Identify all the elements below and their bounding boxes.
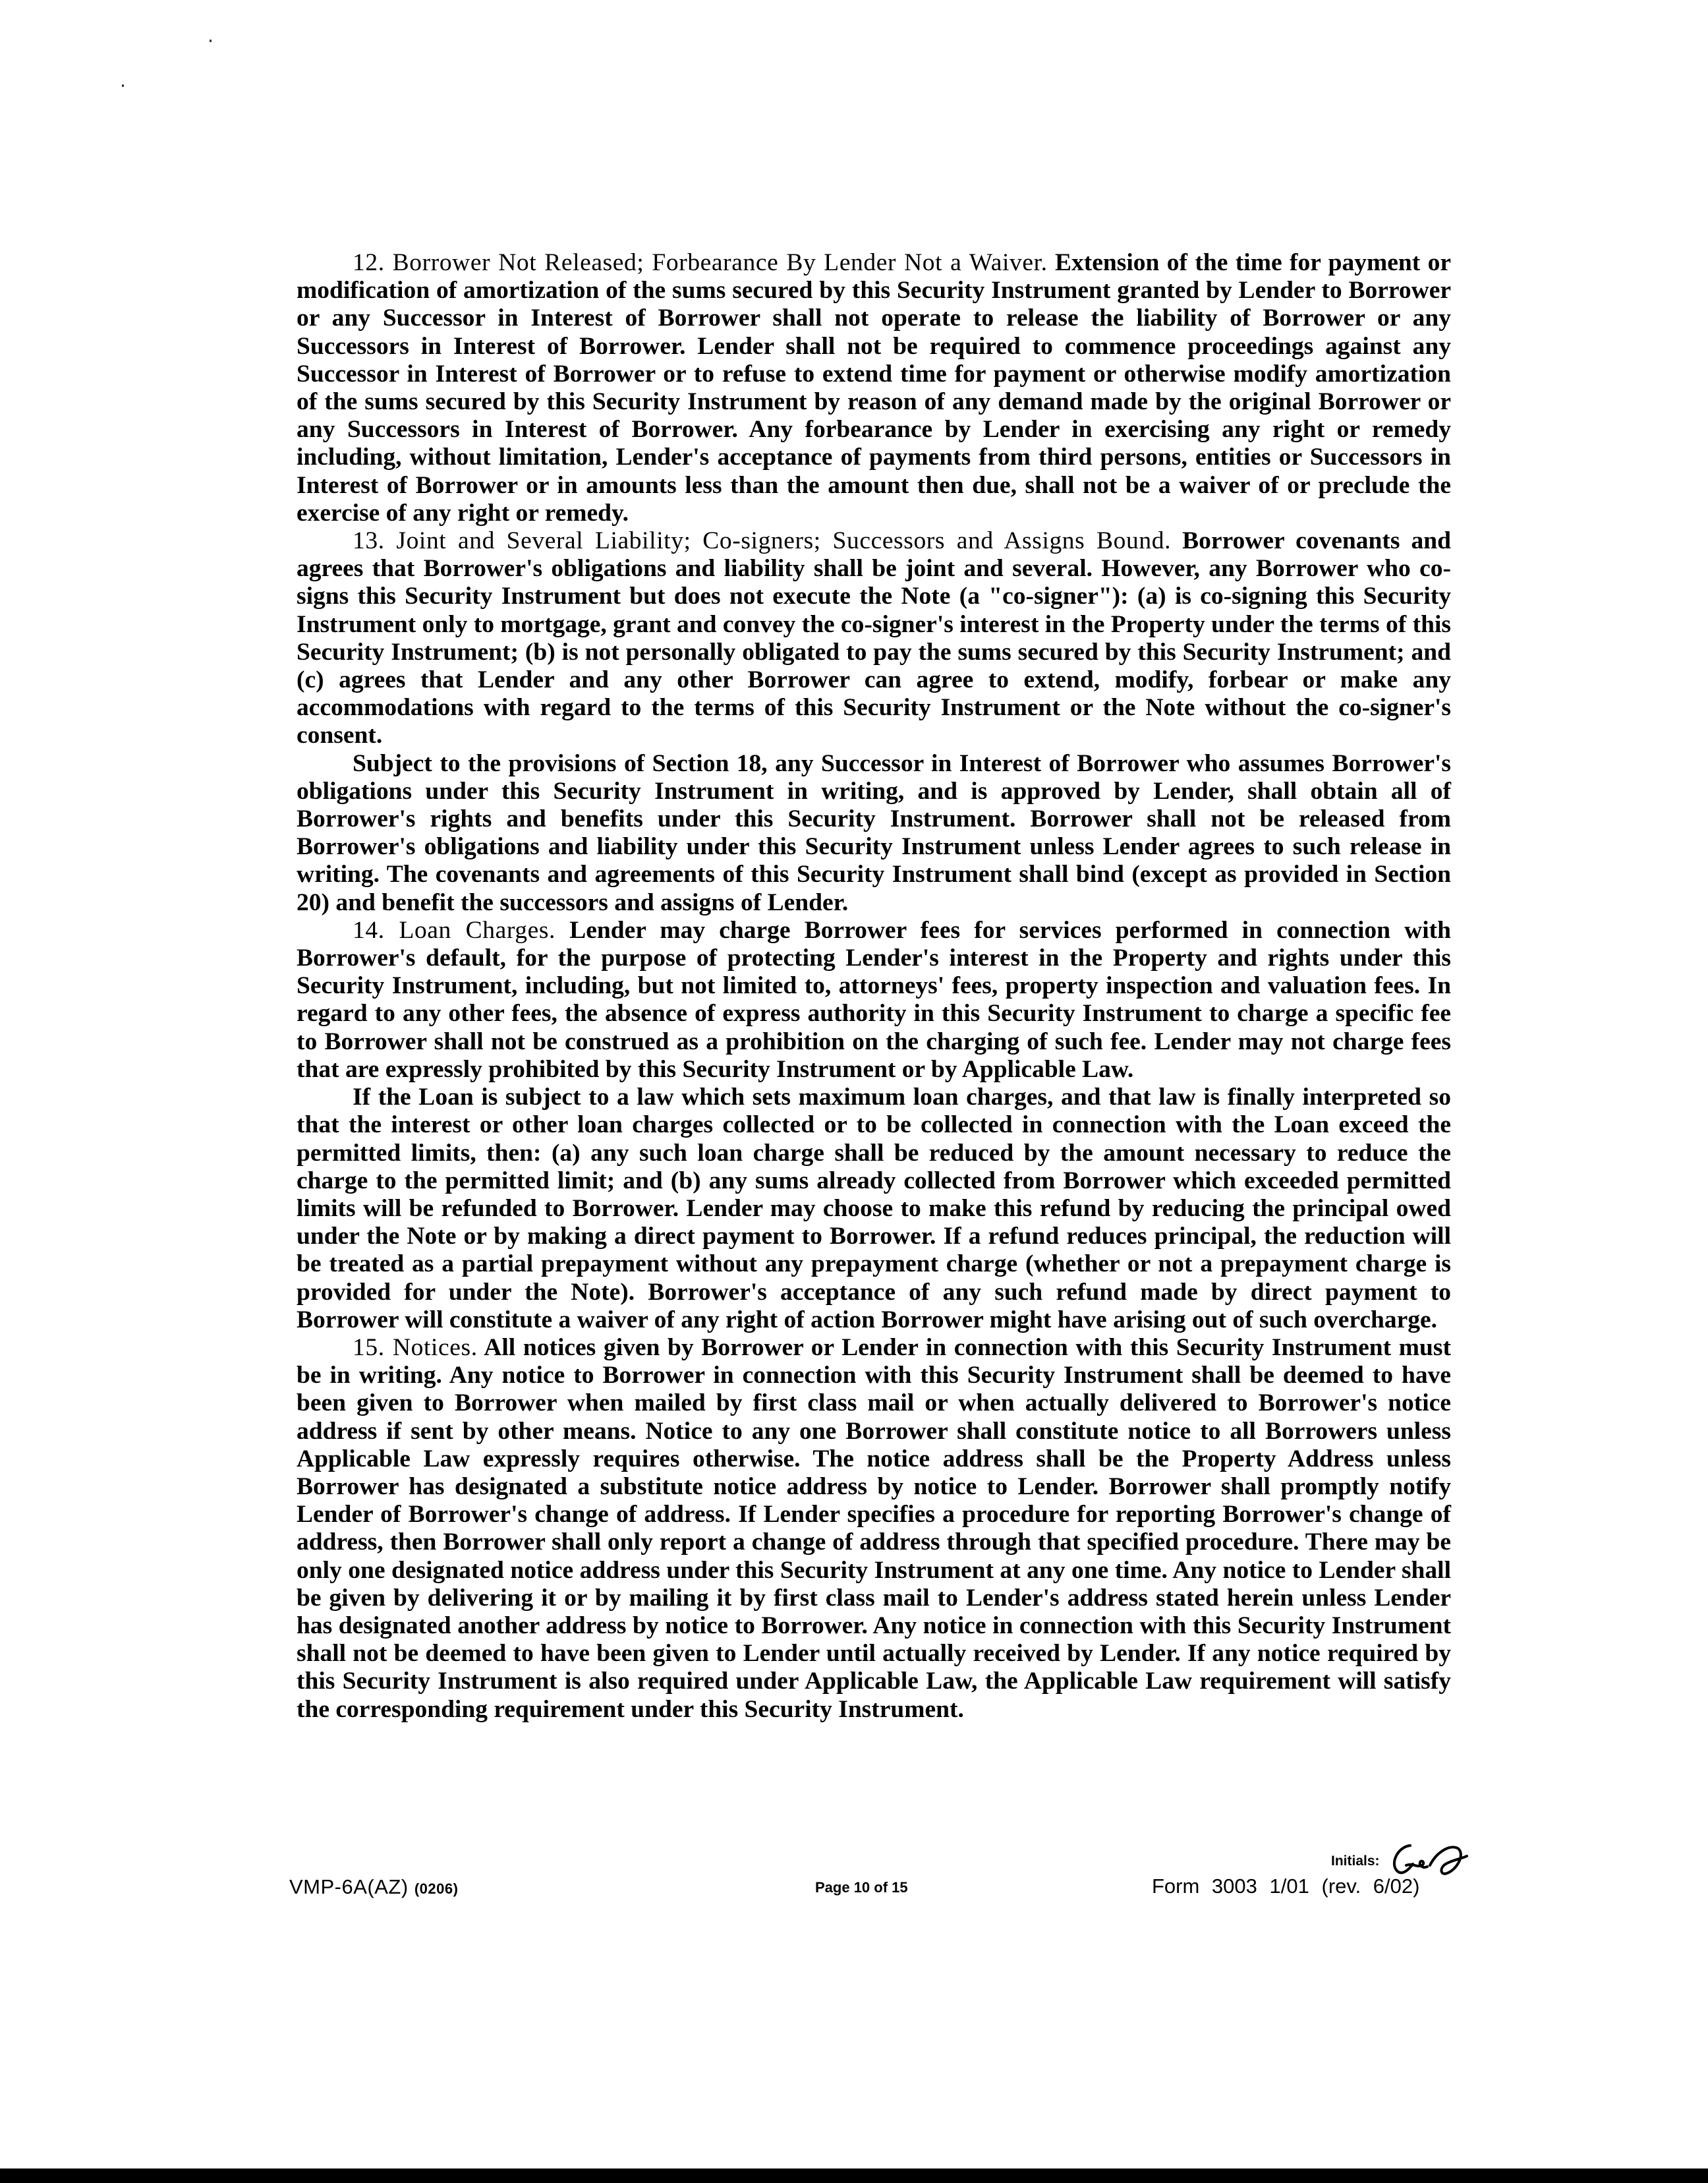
section-15-heading: 15. Notices.: [353, 1333, 478, 1361]
section-13-body: Borrower covenants and agrees that Borrower's obligations and liability shall be joint and several. However, any Borrower who co-signs this Security Instrument but does not execute the Note (a "co-signer"): (a) is co-signing this Security Instrument only to mortgage, grant and convey the co-signer's interest in the Property under the terms of this Security Instrument; (b) is not personally obligated to pay the sums secured by this Security Instrument; and (c) agrees that Lender and any other Borrower can agree to extend, modify, forbear or make any accommodations with regard to the terms of this Security Instrument or the Note without the co-signer's consent.: [297, 527, 1451, 749]
section-13-continuation: Subject to the provisions of Section 18, any Successor in Interest of Borrower who assumes Borrower's obligations under this Security Instrument in writing, and is approved by Lender, shall obtain all of Borrower's rights and benefits under this Security Instrument. Borrower shall not be released from Borrower's obligations and liability under this Security Instrument unless Lender agrees to such release in writing. The covenants and agreements of this Security Instrument shall bind (except as provided in Section 20) and benefit the successors and assigns of Lender.: [297, 749, 1451, 916]
section-14: [297, 917, 1451, 1084]
form-date: 1/01: [1269, 1875, 1309, 1898]
document-body: [297, 249, 1451, 1724]
section-12: [297, 249, 1451, 527]
section-15-body: All notices given by Borrower or Lender in connection with this Security Instrument must be in writing. Any notice to Borrower in connection with this Security Instrument shall be deemed to have been given to Borrower when mailed by first class mail or when actually delivered to Borrower's notice address if sent by other means. Notice to any one Borrower shall constitute notice to all Borrowers unless Applicable Law expressly requires otherwise. The notice address shall be the Property Address unless Borrower has designated a substitute notice address by notice to Lender. Borrower shall promptly notify Lender of Borrower's change of address. If Lender specifies a procedure for reporting Borrower's change of address, then Borrower shall only report a change of address through that specified procedure. There may be only one designated notice address under this Security Instrument at any one time. Any notice to Lender shall be given by delivering it or by mailing it by first class mail to Lender's address stated herein unless Lender has designated another address by notice to Borrower. Any notice in connection with this Security Instrument shall not be deemed to have been given to Lender until actually received by Lender. If any notice required by this Security Instrument is also required under Applicable Law, the Applicable Law requirement will satisfy the corresponding requirement under this Security Instrument.: [297, 1333, 1451, 1723]
scan-speck: [210, 40, 212, 42]
section-12-body: Extension of the time for payment or modification of amortization of the sums secured by this Security Instrument granted by Lender to Borrower or any Successor in Interest of Borrower shall not operate to release the liability of Borrower or any Successors in Interest of Borrower. Lender shall not be required to commence proceedings against any Successor in Interest of Borrower or to refuse to extend time for payment or otherwise modify amortization of the sums secured by this Security Instrument by reason of any demand made by the original Borrower or any Successors in Interest of Borrower. Any forbearance by Lender in exercising any right or remedy including, without limitation, Lender's acceptance of payments from third persons, entities or Successors in Interest of Borrower or in amounts less than the amount then due, shall not be a waiver of or preclude the exercise of any right or remedy.: [297, 249, 1451, 527]
form-identifier: [289, 1875, 458, 1899]
scan-border: [0, 2168, 1708, 2183]
initials-signature-icon: [1384, 1839, 1476, 1878]
section-14-body: Lender may charge Borrower fees for services performed in connection with Borrower's default, for the purpose of protecting Lender's interest in the Property and rights under this Security Instrument, including, but not limited to, attorneys' fees, property inspection and valuation fees. In regard to any other fees, the absence of express authority in this Security Instrument to charge a specific fee to Borrower shall not be construed as a prohibition on the charging of such fee. Lender may not charge fees that are expressly prohibited by this Security Instrument or by Applicable Law.: [297, 916, 1451, 1083]
form-id: VMP-6A(AZ): [289, 1875, 409, 1898]
section-15: [297, 1334, 1451, 1724]
section-14-heading: 14. Loan Charges.: [353, 916, 556, 944]
page-number: Page 10 of 15: [815, 1879, 908, 1896]
form-number: Form 3003: [1152, 1875, 1257, 1898]
section-12-heading: 12. Borrower Not Released; Forbearance By Lender Not a Waiver.: [353, 249, 1048, 276]
initials-block: [1331, 1839, 1476, 1878]
form-code: (0206): [414, 1880, 459, 1897]
section-13: [297, 527, 1451, 750]
form-revision: (rev. 6/02): [1321, 1875, 1420, 1898]
initials-label: Initials:: [1331, 1853, 1380, 1869]
section-14-continuation: If the Loan is subject to a law which sets maximum loan charges, and that law is finally interpreted so that the interest or other loan charges collected or to be collected in connection with the Loan exceed the permitted limits, then: (a) any such loan charge shall be reduced by the amount necessary to reduce the charge to the permitted limit; and (b) any sums already collected from Borrower which exceeded permitted limits will be refunded to Borrower. Lender may choose to make this refund by reducing the principal owed under the Note or by making a direct payment to Borrower. If a refund reduces principal, the reduction will be treated as a partial prepayment without any prepayment charge (whether or not a prepayment charge is provided for under the Note). Borrower's acceptance of any such refund made by direct payment to Borrower will constitute a waiver of any right of action Borrower might have arising out of such overcharge.: [297, 1084, 1451, 1333]
section-13-heading: 13. Joint and Several Liability; Co-signers; Successors and Assigns Bound.: [353, 527, 1172, 555]
scan-speck: [122, 84, 124, 87]
form-number-block: [1152, 1875, 1419, 1898]
